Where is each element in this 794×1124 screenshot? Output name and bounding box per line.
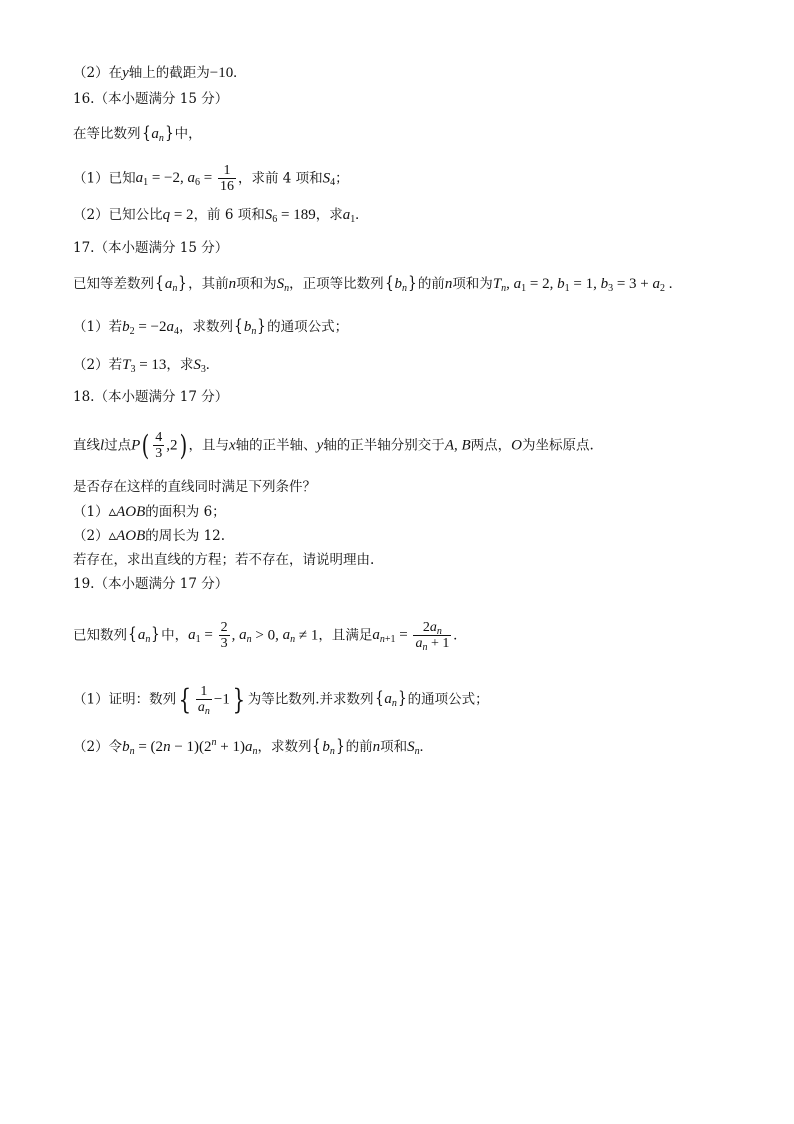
q18-intro: 直线l过点P( $\frac{4}{3}$ ,2) ，且与x轴的正半轴、y轴的正半轴分别交于A, B两点，O为坐标原点. (73, 428, 594, 462)
text: ； (335, 170, 349, 187)
fraction: $\frac{2}{3}$ (220, 620, 228, 652)
text: （1） (73, 504, 109, 520)
q18-ending: 若存在，求出直线的方程；若不存在，请说明理由. (73, 552, 375, 568)
q19-part1: （1）证明：数列{ $\frac{1}{a_n}$ −1} 为等比数列.并求数列$\{a_n\}$的通项公式； (73, 682, 489, 718)
q19-part2: （2）令$b_n = (2n - 1)(2^n + 1)a_n$，求数列$\{b_n\}$的前n项和$S_n$. (73, 736, 424, 757)
fraction: $\frac{4}{3}$ (155, 430, 163, 462)
math-value: −10 (209, 65, 234, 81)
text: ，前 6 项和 (193, 207, 265, 223)
q16-part2: （2）已知公比q = 2，前 6 项和$S_6 = 189$，求$a_1$. (73, 207, 359, 225)
q18-heading: 18.（本小题满分 17 分） (73, 389, 229, 405)
text: （2）已知公比 (73, 207, 163, 223)
q16-heading: 16.（本小题满分 15 分） (73, 91, 229, 107)
text: 项和为 (236, 276, 277, 292)
text: ，且与 (188, 437, 229, 454)
text: 轴的正半轴分别交于 (323, 437, 445, 454)
text: （1）证明：数列 (73, 691, 177, 708)
text: （2）若 (73, 357, 123, 373)
text: 轴上的截距为 (128, 65, 210, 81)
text: 已知等差数列 (73, 276, 154, 292)
q16-part1: （1）已知$a_1 = -2$, $a_6$ = $\frac{1}{16}$ ，求前 4 项和$S_4$； (73, 163, 349, 195)
text: （2） (73, 528, 109, 544)
q18-condition1: （1）▵AOB的面积为 6； (73, 504, 226, 520)
text: ，求 (166, 357, 194, 373)
q17-part1: （1）若$b_2 = -2a_4$，求数列$\{b_n\}$的通项公式； (73, 316, 349, 337)
text: 为坐标原点. (522, 437, 594, 454)
q17-part2: （2）若$T_3 = 13$，求$S_3$. (73, 357, 210, 375)
q15-part2-line: （2）在y轴上的截距为−10. (73, 65, 237, 81)
q17-intro: 已知等差数列$\{a_n\}$，其前n项和为$S_n$，正项等比数列$\{b_n\}$的前n项和为$T_n$, $a_1 = 2$, $b_1 = 1$, $b_3 = 3 + a_2$ . (73, 273, 673, 294)
text: 中， (161, 627, 189, 644)
text: 的前 (417, 276, 445, 292)
q17-heading: 17.（本小题满分 15 分） (73, 240, 229, 256)
fraction: $\frac{1}{16}$ (219, 163, 234, 195)
text: 的通项公式； (267, 319, 349, 335)
text: 项和为 (452, 276, 493, 292)
text: 的前 (345, 739, 373, 755)
text: 项和 (380, 739, 408, 755)
text: （1）已知 (73, 170, 136, 187)
text: （2）令 (73, 739, 123, 755)
text: 在等比数列 (73, 126, 141, 142)
text: 已知数列 (73, 627, 127, 644)
text: ，求前 4 项和 (237, 170, 323, 187)
fraction: $\frac{1}{a_n}$ (197, 684, 210, 718)
text: 过点 (104, 437, 132, 454)
text: ，求数列 (257, 739, 312, 755)
text: （1）若 (73, 319, 123, 335)
text: 轴的正半轴、 (235, 437, 317, 454)
text: ，且满足 (318, 627, 373, 644)
q19-heading: 19.（本小题满分 17 分） (73, 576, 229, 592)
text: 直线 (73, 437, 100, 454)
text: 的周长为 12. (145, 528, 226, 544)
text: （2）在 (73, 65, 123, 81)
text: ，求 (315, 207, 343, 223)
fraction: $\frac{2a_n}{a_n + 1}$ (415, 620, 450, 654)
text: 的通项公式； (407, 691, 489, 708)
text: 的面积为 6； (145, 504, 226, 520)
math-y: y (122, 65, 129, 81)
text: 为等比数列.并求数列 (247, 691, 374, 708)
q18-condition2: （2）▵AOB的周长为 12. (73, 528, 226, 544)
text: 中， (174, 126, 202, 142)
text: ，正项等比数列 (289, 276, 384, 292)
text: ，求数列 (179, 319, 234, 335)
text: ，其前 (188, 276, 229, 292)
q18-question: 是否存在这样的直线同时满足下列条件？ (73, 479, 316, 495)
q16-intro: 在等比数列$\{a_n\}$中， (73, 123, 202, 144)
text: 两点， (470, 437, 512, 454)
q19-intro: 已知数列$\{a_n\}$中，$a_1$ = $\frac{2}{3}$ , $a_n > 0$, $a_n \ne 1$，且满足$a_{n+1}$ = $\frac{2a_n}{a_n + 1}$ . (73, 620, 458, 654)
